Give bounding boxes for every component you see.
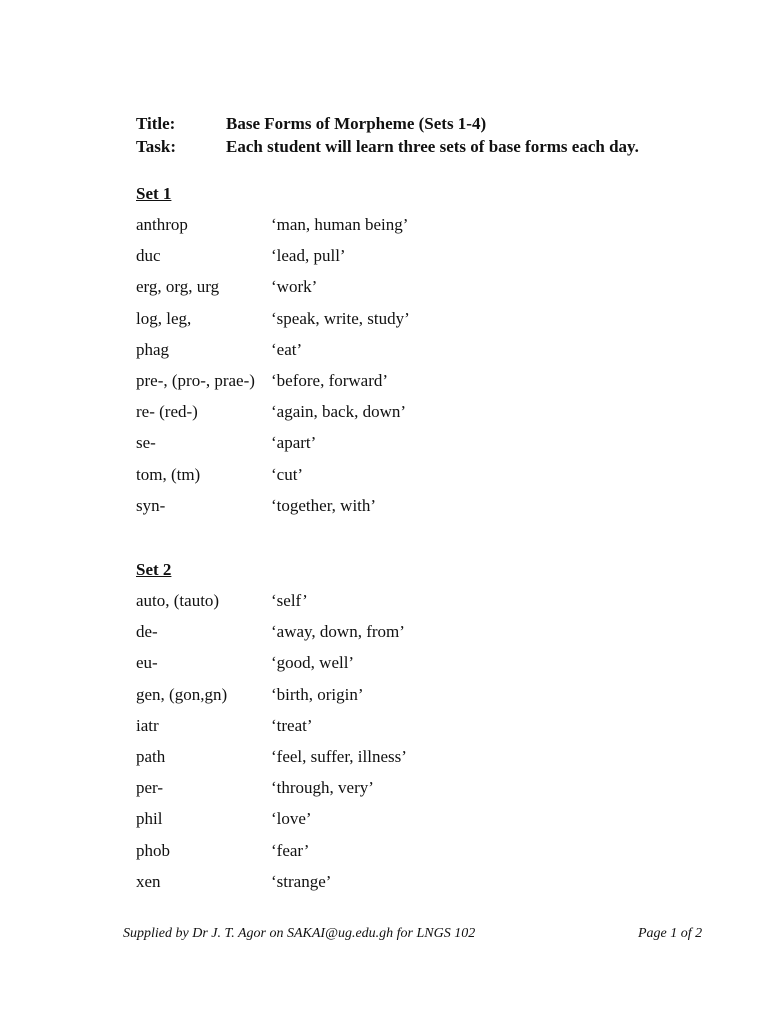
set-1-list	[136, 215, 656, 527]
list-item	[136, 747, 656, 778]
list-item	[136, 591, 656, 622]
title-label: Title:	[136, 114, 176, 133]
base-form: re- (red-)	[136, 402, 198, 422]
meaning: ‘through, very’	[271, 778, 374, 798]
document-title: Base Forms of Morpheme (Sets 1-4)	[226, 114, 487, 133]
meaning: ‘man, human being’	[271, 215, 409, 234]
task-description: Each student will learn three sets of base forms each day.	[226, 137, 639, 156]
list-item	[136, 622, 656, 653]
base-form: de-	[136, 622, 158, 642]
meaning: ‘fear’	[271, 840, 310, 860]
base-form: per-	[136, 778, 164, 798]
footer-credit: Supplied by Dr J. T. Agor on SAKAI@ug.edu.gh for LNGS 102	[123, 926, 476, 941]
meaning: ‘good, well’	[271, 653, 355, 673]
set-1-heading: Set 1	[136, 184, 172, 203]
list-item	[136, 277, 656, 308]
base-form: phob	[136, 840, 170, 860]
meaning: ‘again, back, down’	[271, 402, 407, 422]
meaning: ‘eat’	[271, 339, 303, 359]
list-item	[136, 215, 656, 246]
meaning: ‘treat’	[271, 715, 313, 735]
meaning: ‘work’	[271, 277, 318, 297]
list-item	[136, 809, 656, 840]
base-form: log, leg,	[136, 308, 192, 328]
meaning: ‘birth, origin’	[271, 684, 364, 704]
list-item	[136, 402, 656, 433]
list-item	[136, 371, 656, 402]
base-form: eu-	[136, 653, 158, 673]
list-item	[136, 246, 656, 277]
base-form: xen	[136, 871, 161, 891]
list-item	[136, 340, 656, 371]
base-form: phil	[136, 809, 163, 829]
list-item	[136, 433, 656, 464]
meaning: ‘away, down, from’	[271, 622, 405, 642]
base-form: auto, (tauto)	[136, 591, 220, 610]
base-form: iatr	[136, 715, 159, 735]
base-form: duc	[136, 246, 161, 266]
meaning: ‘self’	[271, 591, 308, 610]
set-2-heading: Set 2	[136, 560, 172, 579]
meaning: ‘together, with’	[271, 495, 377, 515]
list-item	[136, 716, 656, 747]
base-form: se-	[136, 433, 156, 453]
meaning: ‘lead, pull’	[271, 246, 346, 266]
base-form: phag	[136, 339, 170, 359]
meaning: ‘love’	[271, 809, 312, 829]
list-item	[136, 685, 656, 716]
base-form: gen, (gon,gn)	[136, 684, 228, 704]
meaning: ‘strange’	[271, 871, 332, 891]
base-form: anthrop	[136, 215, 188, 234]
list-item	[136, 653, 656, 684]
meaning: ‘cut’	[271, 464, 304, 484]
base-form: erg, org, urg	[136, 277, 220, 297]
base-form: tom, (tm)	[136, 464, 201, 484]
page-number: Page 1 of 2	[638, 926, 703, 941]
list-item	[136, 465, 656, 496]
set-2-list	[136, 591, 656, 903]
meaning: ‘before, forward’	[271, 370, 389, 390]
base-form: syn-	[136, 495, 166, 515]
meaning: ‘feel, suffer, illness’	[271, 746, 407, 766]
task-label: Task:	[136, 137, 177, 156]
list-item	[136, 872, 656, 903]
list-item	[136, 778, 656, 809]
base-form: path	[136, 746, 166, 766]
meaning: ‘speak, write, study’	[271, 308, 410, 328]
base-form: pre-, (pro-, prae-)	[136, 370, 255, 390]
list-item	[136, 496, 656, 527]
meaning: ‘apart’	[271, 433, 317, 453]
list-item	[136, 309, 656, 340]
list-item	[136, 841, 656, 872]
